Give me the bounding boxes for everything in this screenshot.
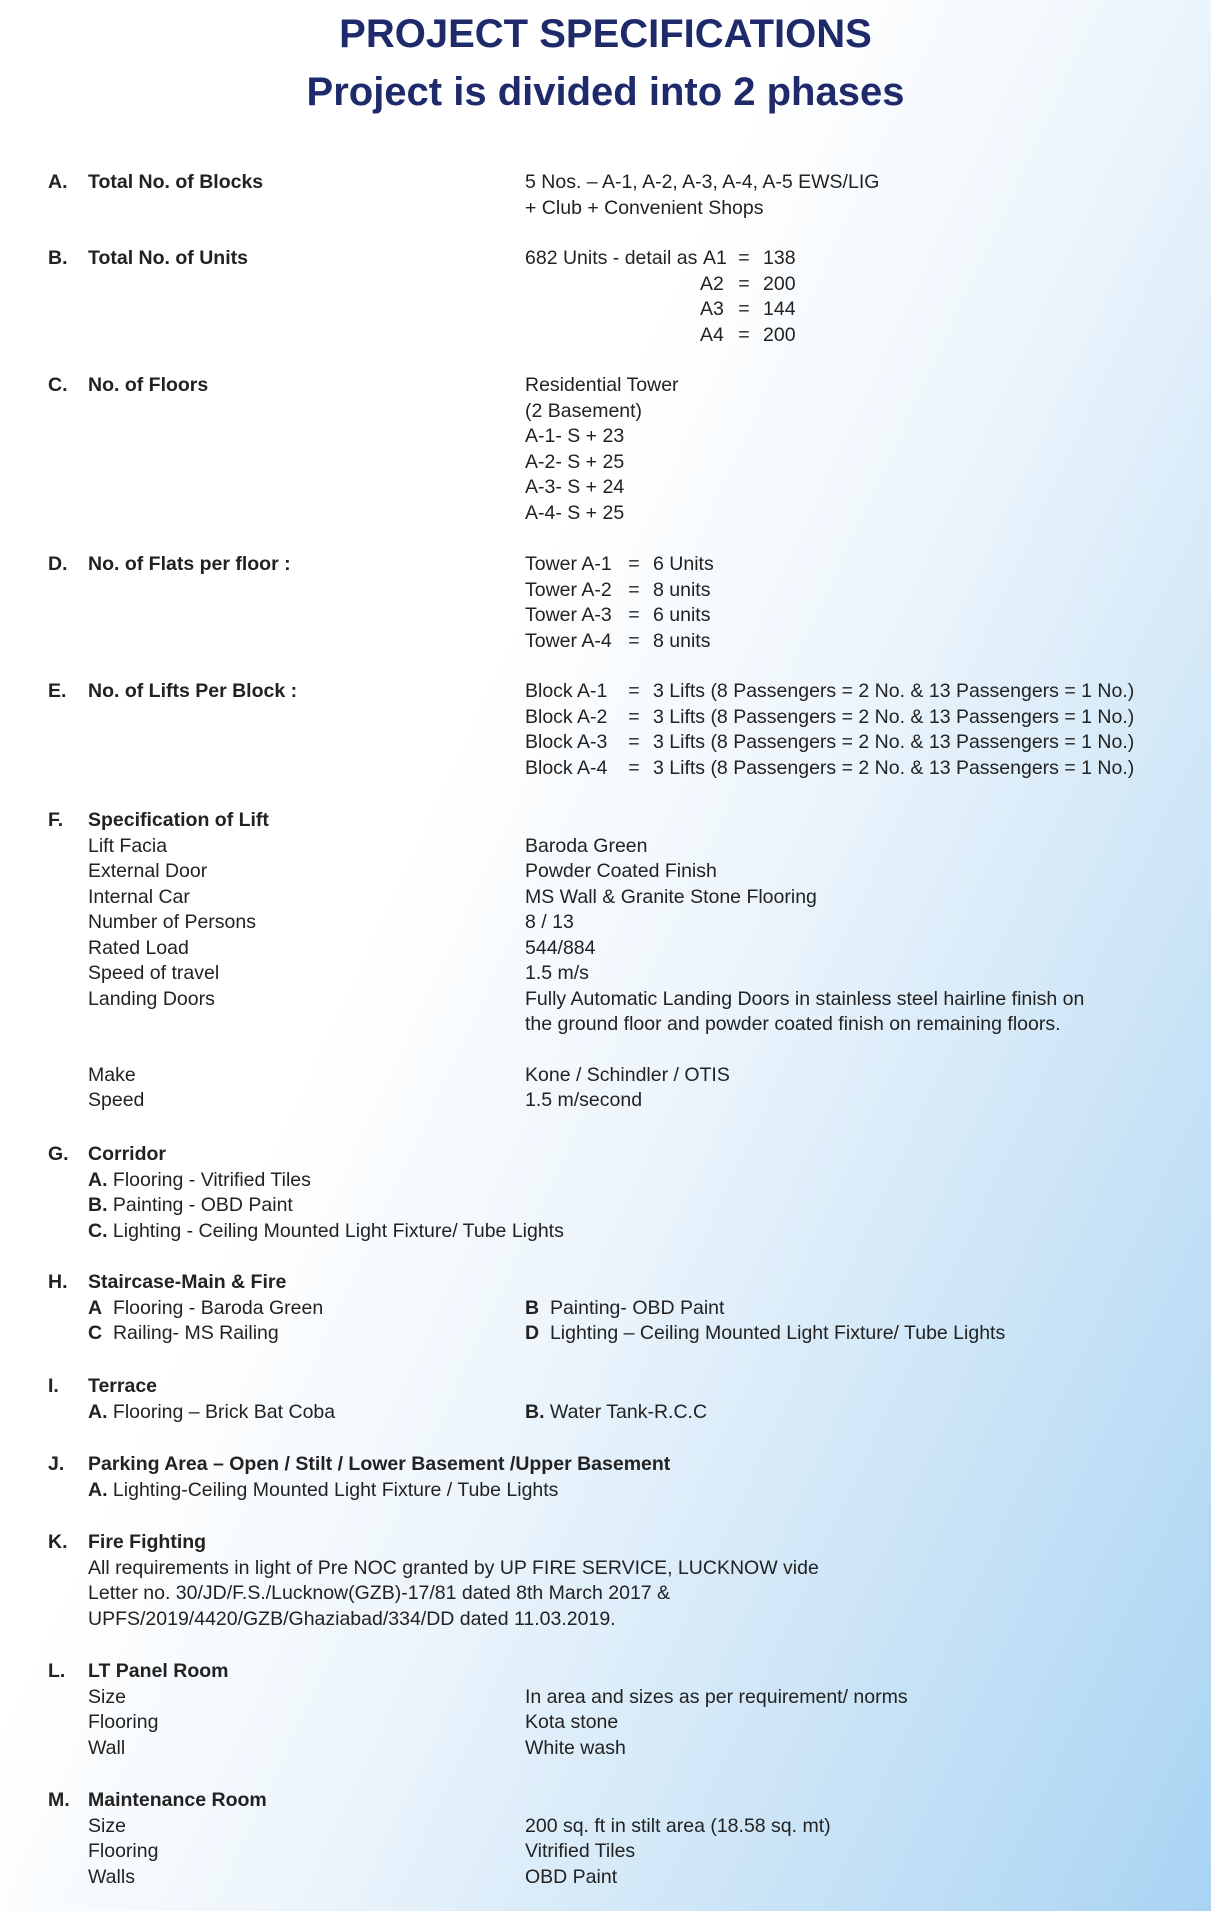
- spec-value-continued: the ground floor and powder coated finish on remaining floors.: [525, 1013, 1061, 1035]
- page-subtitle: Project is divided into 2 phases: [306, 70, 905, 114]
- units-prefix: 682 Units - detail as: [525, 247, 698, 269]
- spec-value: Fully Automatic Landing Doors in stainless steel hairline finish on: [525, 987, 1085, 1010]
- item-text: Railing- MS Railing: [112, 1322, 279, 1344]
- section-value: A-3- S + 24: [525, 476, 625, 498]
- page-title: PROJECT SPECIFICATIONS: [339, 12, 872, 56]
- section-f: [48, 808, 1178, 1114]
- tower-value: 6 Units: [653, 553, 714, 575]
- tower-key: Tower A-3: [525, 604, 612, 626]
- section-label: Terrace: [88, 1375, 158, 1397]
- section-label: Total No. of Units: [88, 247, 248, 269]
- spec-key: Size: [88, 1685, 126, 1708]
- spec-value: OBD Paint: [525, 1865, 618, 1888]
- section-value: A-2- S + 25: [525, 450, 625, 473]
- item-text: Lighting-Ceiling Mounted Light Fixture / Tube Lights: [112, 1478, 559, 1501]
- section-letter: J.: [48, 1453, 65, 1475]
- tower-value: 6 units: [653, 604, 711, 626]
- section-text: All requirements in light of Pre NOC granted by UP FIRE SERVICE, LUCKNOW vide: [88, 1556, 819, 1579]
- item-text: Water Tank-R.C.C: [549, 1400, 708, 1423]
- item-text: Painting- OBD Paint: [549, 1296, 725, 1319]
- section-k: [48, 1530, 1178, 1632]
- item-marker: C: [88, 1322, 103, 1344]
- section-j: [48, 1452, 1178, 1503]
- item-marker: A.: [88, 1478, 108, 1501]
- section-label: No. of Lifts Per Block :: [88, 680, 298, 702]
- spec-key: Lift Facia: [88, 834, 168, 857]
- section-label: Maintenance Room: [88, 1789, 267, 1811]
- section-value: (2 Basement): [525, 399, 643, 422]
- units-row: A3 = 144: [525, 297, 796, 323]
- spec-key: Landing Doors: [88, 987, 215, 1010]
- section-label: Parking Area – Open / Stilt / Lower Basement /Upper Basement: [88, 1453, 671, 1475]
- block-key: Block A-4: [525, 756, 608, 779]
- units-key: A1: [703, 247, 727, 269]
- section-value: Residential Tower: [525, 374, 679, 396]
- item-marker: D: [525, 1322, 540, 1344]
- section-c: [48, 373, 1178, 526]
- spec-value: In area and sizes as per requirement/ norms: [525, 1685, 908, 1708]
- item-marker: B.: [88, 1194, 108, 1216]
- block-value: 3 Lifts (8 Passengers = 2 No. & 13 Passengers = 1 No.): [653, 680, 1135, 702]
- spec-key: Speed of travel: [88, 962, 220, 984]
- spec-key: Flooring: [88, 1711, 159, 1733]
- spec-value: Vitrified Tiles: [525, 1840, 636, 1862]
- item-text: Lighting – Ceiling Mounted Light Fixture/ Tube Lights: [549, 1322, 1006, 1344]
- section-i: [48, 1374, 1178, 1425]
- spec-value: 8 / 13: [525, 911, 574, 933]
- tower-value: 8 units: [653, 578, 711, 601]
- section-value: 5 Nos. – A-1, A-2, A-3, A-4, A-5 EWS/LIG: [525, 171, 880, 193]
- block-key: Block A-2: [525, 705, 608, 728]
- units-row: A2 = 200: [525, 272, 796, 298]
- units-row: A4 = 200: [525, 323, 796, 349]
- section-letter: G.: [48, 1143, 69, 1165]
- section-letter: E.: [48, 680, 67, 702]
- section-letter: L.: [48, 1660, 66, 1682]
- spec-value: 1.5 m/s: [525, 962, 589, 984]
- spec-value: 1.5 m/second: [525, 1089, 643, 1111]
- section-label: Staircase-Main & Fire: [88, 1271, 287, 1293]
- units-value: 144: [763, 298, 796, 320]
- section-m: [48, 1788, 1178, 1890]
- spec-key: Size: [88, 1814, 126, 1837]
- block-value: 3 Lifts (8 Passengers = 2 No. & 13 Passengers = 1 No.): [653, 756, 1135, 779]
- section-value: + Club + Convenient Shops: [525, 196, 764, 219]
- section-h: [48, 1270, 1178, 1347]
- section-l: [48, 1659, 1178, 1761]
- section-value: A-4- S + 25: [525, 501, 625, 524]
- units-value: 138: [763, 247, 796, 269]
- spec-key: Rated Load: [88, 936, 189, 959]
- spec-key: Flooring: [88, 1840, 159, 1862]
- units-key: A3: [700, 298, 724, 320]
- section-letter: H.: [48, 1271, 68, 1293]
- section-d: D. No. of Flats per floor : Tower A-1 = 6 Units Tower A-2 = 8 units Tower A-3 = 6 units Tower A-4 = 8 units: [48, 552, 1178, 654]
- item-text: Lighting - Ceiling Mounted Light Fixture/ Tube Lights: [112, 1219, 564, 1242]
- spec-value: Kone / Schindler / OTIS: [525, 1063, 730, 1086]
- item-marker: A.: [88, 1168, 108, 1191]
- section-value: A-1- S + 23: [525, 425, 625, 447]
- spec-key: Number of Persons: [88, 911, 256, 933]
- tower-key: Tower A-2: [525, 578, 612, 601]
- section-label: Corridor: [88, 1143, 166, 1165]
- block-value: 3 Lifts (8 Passengers = 2 No. & 13 Passengers = 1 No.): [653, 731, 1135, 753]
- section-b: [48, 246, 1178, 348]
- spec-key: External Door: [88, 860, 208, 882]
- section-label: No. of Floors: [88, 374, 209, 396]
- units-value: 200: [763, 272, 796, 295]
- units-key: A2: [700, 272, 724, 295]
- tower-value: 8 units: [653, 629, 711, 652]
- units-row: 682 Units - detail as A1 = 138: [525, 246, 796, 272]
- section-text: Letter no. 30/JD/F.S./Lucknow(GZB)-17/81 dated 8th March 2017 &: [88, 1582, 671, 1604]
- section-text: UPFS/2019/4420/GZB/Ghaziabad/334/DD dated 11.03.2019.: [88, 1607, 616, 1630]
- spec-value: 200 sq. ft in stilt area (18.58 sq. mt): [525, 1814, 831, 1837]
- section-a: [48, 170, 1178, 221]
- spec-key: Internal Car: [88, 885, 190, 908]
- tower-key: Tower A-1: [525, 553, 612, 575]
- spec-key: Speed: [88, 1089, 145, 1111]
- spec-value: Baroda Green: [525, 834, 648, 857]
- section-g: [48, 1142, 1178, 1244]
- spec-value: Kota stone: [525, 1711, 619, 1733]
- spec-key: Make: [88, 1063, 136, 1086]
- units-key: A4: [700, 323, 724, 346]
- spec-key: Walls: [88, 1865, 135, 1888]
- section-label: No. of Flats per floor :: [88, 553, 291, 575]
- section-label: Total No. of Blocks: [88, 171, 264, 193]
- block-value: 3 Lifts (8 Passengers = 2 No. & 13 Passengers = 1 No.): [653, 705, 1135, 728]
- item-marker: C.: [88, 1219, 108, 1242]
- spec-value: White wash: [525, 1736, 626, 1759]
- item-text: Flooring - Vitrified Tiles: [112, 1168, 311, 1191]
- item-text: Flooring - Baroda Green: [112, 1296, 324, 1319]
- item-marker: B: [525, 1296, 540, 1319]
- tower-key: Tower A-4: [525, 629, 612, 652]
- section-letter: I.: [48, 1375, 59, 1397]
- section-label: LT Panel Room: [88, 1660, 229, 1682]
- section-letter: A.: [48, 171, 68, 193]
- section-letter: B.: [48, 247, 68, 269]
- section-letter: F.: [48, 809, 64, 831]
- item-marker: B.: [525, 1400, 545, 1423]
- block-key: Block A-3: [525, 731, 608, 753]
- section-letter: M.: [48, 1789, 70, 1811]
- spec-value: Powder Coated Finish: [525, 860, 717, 882]
- block-key: Block A-1: [525, 680, 608, 702]
- section-e: E. No. of Lifts Per Block : Block A-1 = 3 Lifts (8 Passengers = 2 No. & 13 Passengers = 1 No.) Block A-2 = 3 Lifts (8 Passengers = 2 No. & 13 Passengers = 1 No.) Block A-3 = 3 Lifts (8 Passengers = 2 No. & 13 Passengers = 1 No.) Block A-4 = 3 Lifts (8 Passengers = 2 No. & 13 Passengers = 1 No.): [48, 679, 1178, 781]
- section-letter: C.: [48, 374, 68, 396]
- item-text: Flooring – Brick Bat Coba: [112, 1400, 336, 1423]
- item-text: Painting - OBD Paint: [112, 1194, 293, 1216]
- item-marker: A.: [88, 1400, 108, 1423]
- section-label: Fire Fighting: [88, 1531, 207, 1553]
- section-letter: K.: [48, 1531, 68, 1553]
- spec-value: 544/884: [525, 936, 596, 959]
- units-value: 200: [763, 323, 796, 346]
- spec-value: MS Wall & Granite Stone Flooring: [525, 885, 817, 908]
- spec-key: Wall: [88, 1736, 126, 1759]
- item-marker: A: [88, 1296, 103, 1319]
- section-label: Specification of Lift: [88, 809, 269, 831]
- section-letter: D.: [48, 553, 68, 575]
